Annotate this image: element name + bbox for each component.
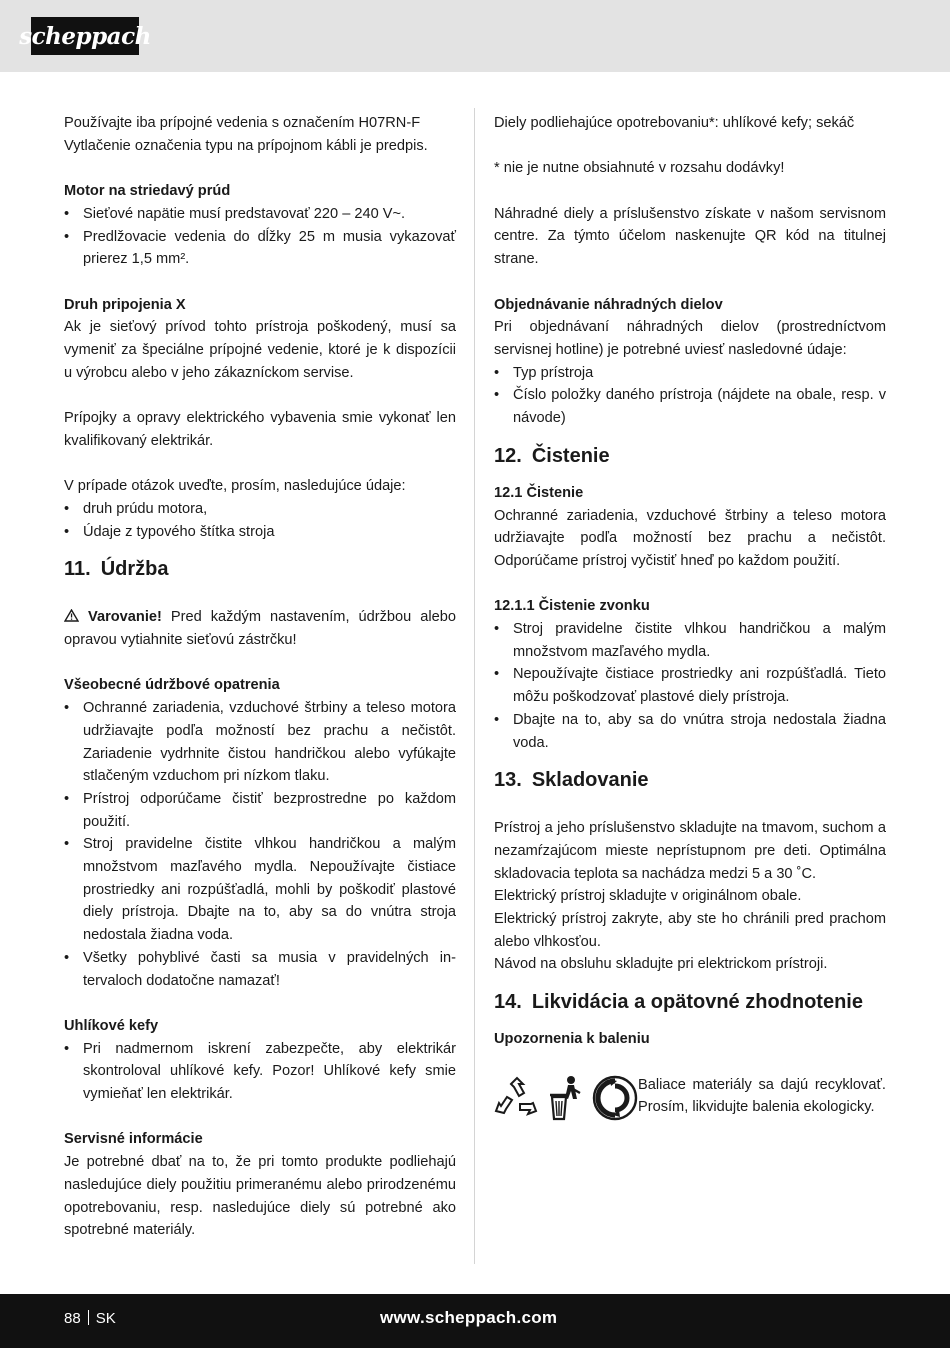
warning-paragraph bbox=[64, 606, 456, 651]
language-code: SK bbox=[95, 1310, 116, 1327]
kefy-list bbox=[64, 1038, 456, 1106]
balenie-text: Baliace materiály sa dajú recyklovať. Prosím, likvidujte balenia ekologicky. bbox=[638, 1076, 886, 1116]
left-column bbox=[64, 112, 456, 1242]
list-item: • Stroj pravidelne čistite vlhkou handričkou a malým množstvom mazľavého mydla. bbox=[494, 618, 886, 663]
section-title: Čistenie bbox=[531, 444, 610, 467]
cistenie-text: Ochranné zariadenia, vzduchové štrbiny a teleso motora udržiavajte podľa možností bez prachu a nečistôt. Odporúčame prístroj vyčistiť hneď po každom použití. bbox=[494, 507, 886, 569]
section-number: 12. bbox=[494, 444, 522, 467]
list-item: • Číslo položky daného prístroja (nájdete na obale, resp. v návode) bbox=[494, 384, 886, 429]
list-item: • Dbajte na to, aby sa do vnútra stroja nedostala žiadna voda. bbox=[494, 709, 886, 754]
page-number: 88 bbox=[64, 1310, 81, 1327]
druh-heading: Druh pripojenia X bbox=[64, 296, 186, 313]
sklad-text-4: Návod na obsluhu skladujte pri elektrickom prístroji. bbox=[494, 956, 828, 973]
trash-person-icon bbox=[544, 1075, 588, 1121]
section-14-heading bbox=[494, 987, 886, 1017]
otazky-text: V prípade otázok uveďte, prosím, nasledujúce údaje: bbox=[64, 478, 406, 495]
section-number: 11. bbox=[64, 558, 91, 581]
vseobecne-list bbox=[64, 697, 456, 992]
section-11-heading bbox=[64, 554, 456, 584]
packaging-icons bbox=[494, 1074, 638, 1121]
sklad-text-3: Elektrický prístroj zakryte, aby ste ho chránili pred prachom alebo vlhkosťou. bbox=[494, 911, 886, 950]
objednavanie-list bbox=[494, 362, 886, 430]
pripojky-text: Prípojky a opravy elektrického vybavenia smie vykonať len kvalifikovaný elektrikár. bbox=[64, 410, 456, 449]
list-item: • Stroj pravidelne čistite vlhkou handričkou a malým množstvom mazľavého mydla. Nepoužívajte čistiace prostriedky ani rozpúšťadlá, mohli by poškodiť plastové diely prístroja. Dbajte na to, aby sa do vnútra stroja nedostala žiadna voda. bbox=[64, 833, 456, 947]
kefy-heading: Uhlíkové kefy bbox=[64, 1017, 159, 1034]
recycle-icon bbox=[494, 1075, 540, 1121]
warning-text: Pred každým nastavením, údržbou alebo opravou vytiahnite sieťovú zástrčku! bbox=[64, 609, 456, 648]
green-dot-icon bbox=[592, 1075, 638, 1121]
intro-line-2: Vytlačenie označenia typu na prípojnom kábli je predpis. bbox=[64, 137, 428, 154]
intro-line-1: Používajte iba prípojné vedenia s označením H07RN-F bbox=[64, 115, 421, 131]
list-item: • Prístroj odporúčame čistiť bezprostredne po každom použití. bbox=[64, 788, 456, 833]
motor-list bbox=[64, 203, 456, 271]
separator bbox=[88, 1310, 89, 1325]
motor-heading: Motor na striedavý prúd bbox=[64, 183, 231, 200]
section-number: 14. bbox=[494, 991, 522, 1014]
section-number: 13. bbox=[494, 769, 522, 792]
sklad-text-1: Prístroj a jeho príslušenstvo skladujte na tmavom, suchom a nezamŕzajúcom mieste neprístupnom pre deti. Optimálna skladovacia teplota sa nachádza medzi 5 a 30 ˚C. bbox=[494, 820, 886, 882]
footer-bar bbox=[0, 1294, 950, 1348]
list-item: • Všetky pohyblivé časti sa musia v pravidelných intervaloch dodatočne namazať! bbox=[64, 947, 456, 992]
list-item: • Nepoužívajte čistiace prostriedky ani rozpúšťadlá. Tieto môžu poškodzovať plastové diely prístroja. bbox=[494, 663, 886, 708]
otazky-list bbox=[64, 498, 456, 543]
list-item: • Ochranné zariadenia, vzduchové štrbiny a teleso motora udržiavajte podľa možností bez prachu a nečistôt. Zariadenie vydrhnite čistou handričkou alebo vyfúkajte stlačeným vzduchom pri nízkom tlaku. bbox=[64, 697, 456, 788]
zvonku-list bbox=[494, 618, 886, 754]
column-divider bbox=[474, 108, 475, 1264]
list-item: • Typ prístroja bbox=[494, 362, 886, 385]
zvonku-heading: 12.1.1 Čistenie zvonku bbox=[494, 598, 650, 615]
brand-logo: scheppach bbox=[31, 17, 139, 55]
website-link[interactable]: www.scheppach.com bbox=[380, 1308, 558, 1327]
list-item: • Predlžovacie vedenia do dĺžky 25 m musia vykazovať prierez 1,5 mm². bbox=[64, 226, 456, 271]
objednavanie-text: Pri objednávaní náhradných dielov (prostredníctvom servisnej hotline) je potrebné uviesť nasledovné údaje: bbox=[494, 319, 886, 358]
page-indicator bbox=[64, 1310, 116, 1327]
cistenie-heading: 12.1 Čistenie bbox=[494, 484, 584, 501]
section-12-heading bbox=[494, 441, 886, 471]
footnote: * nie je nutne obsiahnuté v rozsahu dodávky! bbox=[494, 160, 785, 177]
diely-text: Diely podliehajúce opotrebovaniu*: uhlíkové kefy; sekáč bbox=[494, 115, 855, 131]
list-item: • druh prúdu motora, bbox=[64, 498, 456, 521]
servis-text: Je potrebné dbať na to, že pri tomto produkte podliehajú nasledujúce diely použitiu primeranému alebo prirodzenému opotrebovaniu, resp. nasledujúce diely sú potrebné ako spotrebné materiály. bbox=[64, 1154, 456, 1239]
druh-text: Ak je sieťový prívod tohto prístroja poškodený, musí sa vymeniť za špeciálne prípojné vedenie, ktoré je k dispozícii u výrobcu alebo v jeho zákazníckom servise. bbox=[64, 319, 456, 381]
section-13-heading bbox=[494, 765, 886, 795]
upozornenia-heading: Upozornenia k baleniu bbox=[494, 1031, 650, 1048]
warning-label: Varovanie! bbox=[88, 609, 162, 626]
list-item: • Sieťové napätie musí predstavovať 220 – 240 V~. bbox=[64, 203, 456, 226]
header-band bbox=[0, 0, 950, 72]
right-column bbox=[494, 112, 886, 1121]
warning-triangle-icon bbox=[64, 609, 79, 625]
servis-heading: Servisné informácie bbox=[64, 1131, 203, 1148]
section-title: Likvidácia a opätovné zhodnotenie bbox=[531, 991, 863, 1014]
list-item: • Údaje z typového štítka stroja bbox=[64, 521, 456, 544]
section-title: Skladovanie bbox=[531, 769, 649, 792]
objednavanie-heading: Objednávanie náhradných dielov bbox=[494, 296, 723, 313]
nahradne-text: Náhradné diely a príslušenstvo získate v našom servisnom centre. Za týmto účelom naskenujte QR kód na titulnej strane. bbox=[494, 205, 886, 268]
packaging-notice bbox=[494, 1074, 886, 1121]
list-item: • Pri nadmernom iskrení zabezpečte, aby elektrikár skontroloval uhlíkové kefy. Pozor! Uhlíkové kefy smie vymieňať len elektrikár. bbox=[64, 1038, 456, 1106]
vseobecne-heading: Všeobecné údržbové opatrenia bbox=[64, 677, 280, 694]
sklad-text-2: Elektrický prístroj skladujte v originálnom obale. bbox=[494, 888, 802, 905]
section-title: Údržba bbox=[100, 558, 169, 581]
